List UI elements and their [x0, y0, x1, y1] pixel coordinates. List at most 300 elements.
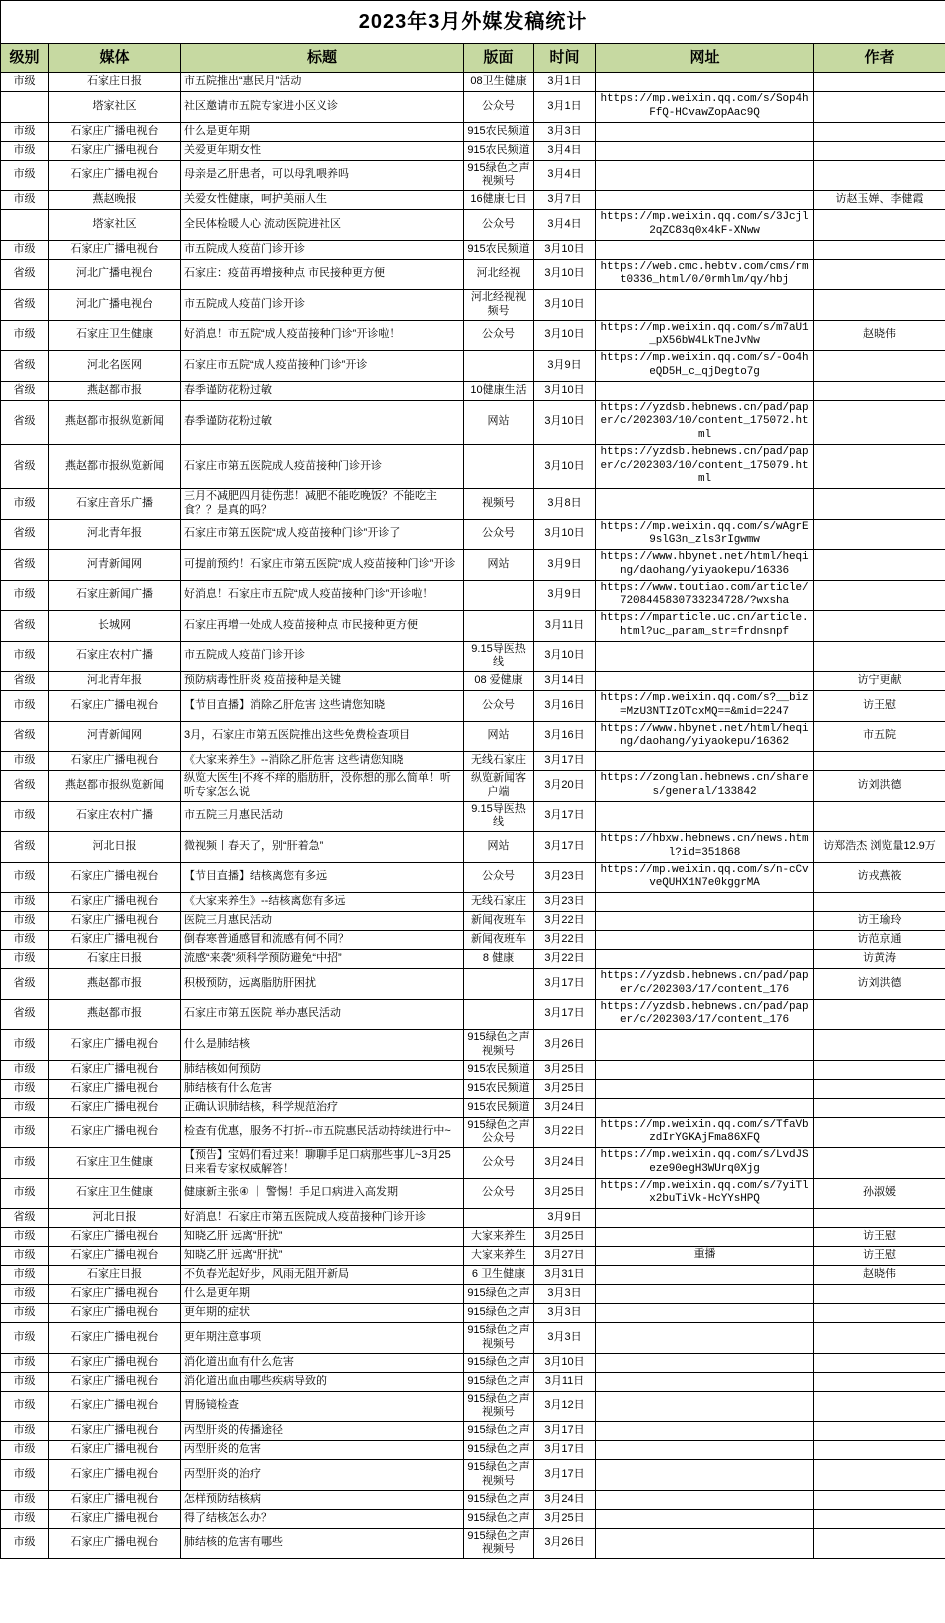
- cell-url[interactable]: https://yzdsb.hebnews.cn/pad/paper/c/202303/10/content_175079.html: [596, 444, 814, 488]
- cell-author[interactable]: [814, 351, 945, 382]
- cell-page[interactable]: 915农民频道: [464, 240, 534, 259]
- cell-media[interactable]: 燕赵都市报纵览新闻: [49, 771, 181, 802]
- cell-level[interactable]: 市级: [1, 141, 49, 160]
- cell-page[interactable]: 08卫生健康: [464, 73, 534, 92]
- cell-author[interactable]: [814, 1285, 945, 1304]
- cell-url[interactable]: [596, 73, 814, 92]
- cell-media[interactable]: 石家庄农村广播: [49, 641, 181, 672]
- cell-url[interactable]: [596, 641, 814, 672]
- cell-url[interactable]: [596, 1285, 814, 1304]
- cell-author[interactable]: [814, 160, 945, 191]
- table-row[interactable]: [1, 1441, 945, 1460]
- cell-media[interactable]: 燕赵都市报: [49, 969, 181, 1000]
- table-row[interactable]: [1, 92, 945, 123]
- cell-url[interactable]: [596, 1490, 814, 1509]
- table-row[interactable]: [1, 801, 945, 832]
- cell-page[interactable]: 河北经视: [464, 259, 534, 290]
- cell-level[interactable]: 省级: [1, 550, 49, 581]
- table-row[interactable]: [1, 950, 945, 969]
- cell-author[interactable]: 访戎燕筱: [814, 862, 945, 893]
- column-header-level[interactable]: 级别: [1, 44, 49, 73]
- cell-title[interactable]: 好消息！石家庄市第五医院成人疫苗接种门诊开诊: [181, 1209, 464, 1228]
- table-row[interactable]: [1, 400, 945, 444]
- cell-url[interactable]: [596, 893, 814, 912]
- cell-level[interactable]: 市级: [1, 1178, 49, 1209]
- cell-date[interactable]: 3月25日: [534, 1228, 596, 1247]
- cell-page[interactable]: [464, 999, 534, 1030]
- cell-title[interactable]: 三月不减肥四月徒伤悲！减肥不能吃晚饭？不能吃主食？？是真的吗？: [181, 489, 464, 520]
- cell-date[interactable]: 3月31日: [534, 1266, 596, 1285]
- table-row[interactable]: [1, 1098, 945, 1117]
- cell-level[interactable]: 市级: [1, 950, 49, 969]
- cell-title[interactable]: 春季谨防花粉过敏: [181, 381, 464, 400]
- cell-author[interactable]: [814, 580, 945, 611]
- cell-title[interactable]: 怎样预防结核病: [181, 1490, 464, 1509]
- table-row[interactable]: [1, 191, 945, 210]
- cell-media[interactable]: 河青新闻网: [49, 550, 181, 581]
- cell-date[interactable]: 3月10日: [534, 320, 596, 351]
- cell-page[interactable]: 无线石家庄: [464, 752, 534, 771]
- table-row[interactable]: [1, 580, 945, 611]
- cell-url[interactable]: [596, 1209, 814, 1228]
- cell-url[interactable]: https://mp.weixin.qq.com/s/Sop4hFfQ-HCvawZopAac9Q: [596, 92, 814, 123]
- cell-author[interactable]: 访赵玉婵、李健霞: [814, 191, 945, 210]
- cell-url[interactable]: [596, 191, 814, 210]
- table-row[interactable]: [1, 290, 945, 321]
- cell-url[interactable]: [596, 1060, 814, 1079]
- table-row[interactable]: [1, 1391, 945, 1422]
- table-row[interactable]: [1, 320, 945, 351]
- cell-level[interactable]: 市级: [1, 931, 49, 950]
- cell-title[interactable]: 好消息！石家庄市五院“成人疫苗接种门诊”开诊啦！: [181, 580, 464, 611]
- cell-url[interactable]: [596, 801, 814, 832]
- cell-level[interactable]: 市级: [1, 1528, 49, 1559]
- cell-title[interactable]: 消化道出血有什么危害: [181, 1353, 464, 1372]
- cell-page[interactable]: 915绿色之声: [464, 1285, 534, 1304]
- cell-level[interactable]: 市级: [1, 1460, 49, 1491]
- cell-level[interactable]: 市级: [1, 1372, 49, 1391]
- cell-level[interactable]: 省级: [1, 400, 49, 444]
- cell-author[interactable]: [814, 801, 945, 832]
- cell-media[interactable]: 河北青年报: [49, 672, 181, 691]
- cell-url[interactable]: https://mp.weixin.qq.com/s/m7aU1_pX56bW4LkTneJvNw: [596, 320, 814, 351]
- table-row[interactable]: [1, 1117, 945, 1148]
- table-row[interactable]: [1, 240, 945, 259]
- cell-title[interactable]: 春季谨防花粉过敏: [181, 400, 464, 444]
- cell-url[interactable]: [596, 1528, 814, 1559]
- table-row[interactable]: [1, 862, 945, 893]
- table-row[interactable]: [1, 1304, 945, 1323]
- cell-author[interactable]: 访郑浩杰 浏览量12.9万: [814, 832, 945, 863]
- table-row[interactable]: [1, 721, 945, 752]
- cell-url[interactable]: [596, 912, 814, 931]
- cell-url[interactable]: https://mparticle.uc.cn/article.html?uc_param_str=frdnsnpf: [596, 611, 814, 642]
- cell-level[interactable]: 市级: [1, 320, 49, 351]
- cell-url[interactable]: [596, 1079, 814, 1098]
- cell-page[interactable]: 915绿色之声: [464, 1372, 534, 1391]
- cell-date[interactable]: 3月10日: [534, 444, 596, 488]
- cell-url[interactable]: [596, 160, 814, 191]
- cell-author[interactable]: [814, 240, 945, 259]
- cell-author[interactable]: 访刘洪德: [814, 771, 945, 802]
- cell-level[interactable]: 市级: [1, 160, 49, 191]
- cell-url[interactable]: https://www.hbynet.net/html/heqing/daohang/yiyaokepu/16362: [596, 721, 814, 752]
- cell-media[interactable]: 石家庄农村广播: [49, 801, 181, 832]
- cell-page[interactable]: 网站: [464, 400, 534, 444]
- cell-author[interactable]: [814, 1060, 945, 1079]
- cell-date[interactable]: 3月10日: [534, 259, 596, 290]
- cell-url[interactable]: [596, 1391, 814, 1422]
- cell-title[interactable]: 什么是更年期: [181, 122, 464, 141]
- cell-date[interactable]: 3月17日: [534, 832, 596, 863]
- cell-author[interactable]: [814, 444, 945, 488]
- cell-date[interactable]: 3月4日: [534, 160, 596, 191]
- cell-level[interactable]: 市级: [1, 1285, 49, 1304]
- cell-date[interactable]: 3月17日: [534, 999, 596, 1030]
- cell-level[interactable]: 市级: [1, 191, 49, 210]
- table-row[interactable]: [1, 672, 945, 691]
- cell-url[interactable]: https://mp.weixin.qq.com/s/7yiTlx2buTiVk-HcYYsHPQ: [596, 1178, 814, 1209]
- cell-url[interactable]: [596, 1266, 814, 1285]
- cell-title[interactable]: 检查有优惠，服务不打折--市五院惠民活动持续进行中~: [181, 1117, 464, 1148]
- cell-url[interactable]: https://yzdsb.hebnews.cn/pad/paper/c/202303/17/content_176: [596, 999, 814, 1030]
- cell-title[interactable]: 医院三月惠民活动: [181, 912, 464, 931]
- cell-media[interactable]: 石家庄广播电视台: [49, 1460, 181, 1491]
- cell-date[interactable]: 3月3日: [534, 1285, 596, 1304]
- cell-level[interactable]: 市级: [1, 1266, 49, 1285]
- cell-date[interactable]: 3月17日: [534, 1441, 596, 1460]
- cell-level[interactable]: 省级: [1, 969, 49, 1000]
- cell-url[interactable]: [596, 1353, 814, 1372]
- cell-page[interactable]: 网站: [464, 721, 534, 752]
- cell-date[interactable]: 3月16日: [534, 691, 596, 722]
- table-row[interactable]: [1, 122, 945, 141]
- cell-media[interactable]: 石家庄广播电视台: [49, 1098, 181, 1117]
- cell-level[interactable]: 市级: [1, 1490, 49, 1509]
- cell-date[interactable]: 3月25日: [534, 1079, 596, 1098]
- cell-title[interactable]: 石家庄市第五医院 举办惠民活动: [181, 999, 464, 1030]
- cell-title[interactable]: 消化道出血由哪些疾病导致的: [181, 1372, 464, 1391]
- cell-title[interactable]: 知晓乙肝 远离“肝扰”: [181, 1247, 464, 1266]
- cell-url[interactable]: [596, 141, 814, 160]
- cell-page[interactable]: 新闻夜班车: [464, 912, 534, 931]
- cell-title[interactable]: 更年期注意事项: [181, 1323, 464, 1354]
- cell-author[interactable]: [814, 611, 945, 642]
- cell-author[interactable]: [814, 550, 945, 581]
- cell-media[interactable]: 石家庄广播电视台: [49, 122, 181, 141]
- column-header-title[interactable]: 标题: [181, 44, 464, 73]
- cell-url[interactable]: https://zonglan.hebnews.cn/shares/general/133842: [596, 771, 814, 802]
- cell-page[interactable]: 915绿色之声视频号: [464, 1391, 534, 1422]
- cell-media[interactable]: 石家庄广播电视台: [49, 1304, 181, 1323]
- cell-author[interactable]: [814, 893, 945, 912]
- cell-date[interactable]: 3月22日: [534, 931, 596, 950]
- cell-url[interactable]: [596, 1030, 814, 1061]
- table-row[interactable]: [1, 1148, 945, 1179]
- cell-media[interactable]: 石家庄广播电视台: [49, 1323, 181, 1354]
- cell-date[interactable]: 3月25日: [534, 1509, 596, 1528]
- cell-date[interactable]: 3月16日: [534, 721, 596, 752]
- cell-title[interactable]: 【预告】宝妈们看过来！聊聊手足口病那些事儿~3月25日来看专家权威解答！: [181, 1148, 464, 1179]
- cell-date[interactable]: 3月11日: [534, 1372, 596, 1391]
- cell-date[interactable]: 3月1日: [534, 92, 596, 123]
- cell-media[interactable]: 石家庄广播电视台: [49, 752, 181, 771]
- cell-url[interactable]: 重播: [596, 1247, 814, 1266]
- table-row[interactable]: [1, 641, 945, 672]
- cell-page[interactable]: [464, 1209, 534, 1228]
- cell-level[interactable]: 市级: [1, 1098, 49, 1117]
- cell-title[interactable]: 正确认识肺结核，科学规范治疗: [181, 1098, 464, 1117]
- table-row[interactable]: [1, 1247, 945, 1266]
- cell-title[interactable]: 市五院成人疫苗门诊开诊: [181, 641, 464, 672]
- cell-url[interactable]: [596, 1422, 814, 1441]
- cell-title[interactable]: 倒春寒普通感冒和流感有何不同？: [181, 931, 464, 950]
- table-row[interactable]: [1, 1528, 945, 1559]
- cell-page[interactable]: 16健康七日: [464, 191, 534, 210]
- cell-date[interactable]: 3月3日: [534, 1304, 596, 1323]
- cell-date[interactable]: 3月23日: [534, 893, 596, 912]
- table-row[interactable]: [1, 752, 945, 771]
- cell-date[interactable]: 3月1日: [534, 73, 596, 92]
- cell-date[interactable]: 3月22日: [534, 912, 596, 931]
- cell-date[interactable]: 3月24日: [534, 1148, 596, 1179]
- cell-page[interactable]: 公众号: [464, 1148, 534, 1179]
- cell-media[interactable]: 石家庄广播电视台: [49, 1391, 181, 1422]
- cell-media[interactable]: 石家庄广播电视台: [49, 1079, 181, 1098]
- cell-page[interactable]: 公众号: [464, 210, 534, 241]
- cell-level[interactable]: 市级: [1, 752, 49, 771]
- cell-media[interactable]: 石家庄广播电视台: [49, 1285, 181, 1304]
- table-row[interactable]: [1, 1353, 945, 1372]
- cell-url[interactable]: [596, 1441, 814, 1460]
- cell-page[interactable]: 915农民频道: [464, 141, 534, 160]
- cell-author[interactable]: 访王慰: [814, 691, 945, 722]
- table-row[interactable]: [1, 160, 945, 191]
- cell-level[interactable]: 省级: [1, 290, 49, 321]
- cell-url[interactable]: [596, 950, 814, 969]
- cell-title[interactable]: 肺结核如何预防: [181, 1060, 464, 1079]
- cell-date[interactable]: 3月23日: [534, 862, 596, 893]
- cell-title[interactable]: 肺结核的危害有哪些: [181, 1528, 464, 1559]
- table-row[interactable]: [1, 1285, 945, 1304]
- cell-author[interactable]: [814, 1148, 945, 1179]
- cell-level[interactable]: 市级: [1, 1509, 49, 1528]
- cell-author[interactable]: [814, 489, 945, 520]
- cell-author[interactable]: 赵晓伟: [814, 1266, 945, 1285]
- cell-title[interactable]: 全民体检暖人心 流动医院进社区: [181, 210, 464, 241]
- cell-level[interactable]: 省级: [1, 999, 49, 1030]
- cell-date[interactable]: 3月10日: [534, 381, 596, 400]
- cell-page[interactable]: 网站: [464, 832, 534, 863]
- cell-level[interactable]: 市级: [1, 1247, 49, 1266]
- cell-level[interactable]: 市级: [1, 1079, 49, 1098]
- cell-date[interactable]: 3月24日: [534, 1098, 596, 1117]
- table-row[interactable]: [1, 969, 945, 1000]
- cell-level[interactable]: 市级: [1, 73, 49, 92]
- cell-level[interactable]: 省级: [1, 519, 49, 550]
- cell-title[interactable]: 丙型肝炎的传播途径: [181, 1422, 464, 1441]
- table-row[interactable]: [1, 381, 945, 400]
- cell-media[interactable]: 河北名医网: [49, 351, 181, 382]
- cell-title[interactable]: 胃肠镜检查: [181, 1391, 464, 1422]
- cell-author[interactable]: [814, 122, 945, 141]
- cell-author[interactable]: 访王慰: [814, 1247, 945, 1266]
- cell-page[interactable]: 公众号: [464, 320, 534, 351]
- cell-date[interactable]: 3月4日: [534, 141, 596, 160]
- cell-media[interactable]: 石家庄广播电视台: [49, 1372, 181, 1391]
- cell-level[interactable]: 省级: [1, 832, 49, 863]
- cell-url[interactable]: [596, 1304, 814, 1323]
- cell-page[interactable]: 915绿色之声公众号: [464, 1117, 534, 1148]
- cell-date[interactable]: 3月10日: [534, 641, 596, 672]
- cell-page[interactable]: 公众号: [464, 691, 534, 722]
- cell-url[interactable]: [596, 122, 814, 141]
- cell-date[interactable]: 3月9日: [534, 1209, 596, 1228]
- cell-url[interactable]: https://www.hbynet.net/html/heqing/daohang/yiyaokepu/16336: [596, 550, 814, 581]
- table-row[interactable]: [1, 1460, 945, 1491]
- cell-level[interactable]: 市级: [1, 1323, 49, 1354]
- cell-author[interactable]: 市五院: [814, 721, 945, 752]
- cell-page[interactable]: 8 健康: [464, 950, 534, 969]
- cell-author[interactable]: [814, 210, 945, 241]
- table-row[interactable]: [1, 444, 945, 488]
- cell-media[interactable]: 塔家社区: [49, 92, 181, 123]
- cell-title[interactable]: 积极预防，远离脂肪肝困扰: [181, 969, 464, 1000]
- cell-author[interactable]: [814, 1422, 945, 1441]
- cell-media[interactable]: 石家庄卫生健康: [49, 1148, 181, 1179]
- cell-author[interactable]: 赵晓伟: [814, 320, 945, 351]
- cell-level[interactable]: 市级: [1, 1441, 49, 1460]
- cell-media[interactable]: 石家庄日报: [49, 1266, 181, 1285]
- cell-media[interactable]: 石家庄广播电视台: [49, 1490, 181, 1509]
- cell-url[interactable]: https://web.cmc.hebtv.com/cms/rmt0336_html/0/0rmhlm/qy/hbj: [596, 259, 814, 290]
- cell-level[interactable]: 市级: [1, 1148, 49, 1179]
- cell-level[interactable]: 市级: [1, 580, 49, 611]
- cell-date[interactable]: 3月10日: [534, 240, 596, 259]
- cell-author[interactable]: [814, 1460, 945, 1491]
- cell-media[interactable]: 河北日报: [49, 1209, 181, 1228]
- cell-media[interactable]: 石家庄广播电视台: [49, 912, 181, 931]
- table-row[interactable]: [1, 1228, 945, 1247]
- cell-date[interactable]: 3月9日: [534, 550, 596, 581]
- cell-date[interactable]: 3月20日: [534, 771, 596, 802]
- cell-date[interactable]: 3月9日: [534, 580, 596, 611]
- cell-page[interactable]: 公众号: [464, 1178, 534, 1209]
- cell-url[interactable]: [596, 489, 814, 520]
- cell-date[interactable]: 3月24日: [534, 1490, 596, 1509]
- cell-page[interactable]: 915农民频道: [464, 1098, 534, 1117]
- cell-page[interactable]: 河北经视视频号: [464, 290, 534, 321]
- cell-media[interactable]: 河北广播电视台: [49, 259, 181, 290]
- cell-author[interactable]: 访王慰: [814, 1228, 945, 1247]
- cell-author[interactable]: [814, 1030, 945, 1061]
- cell-page[interactable]: 915绿色之声: [464, 1490, 534, 1509]
- cell-title[interactable]: 【节目直播】结核离您有多远: [181, 862, 464, 893]
- cell-level[interactable]: 市级: [1, 862, 49, 893]
- cell-url[interactable]: [596, 752, 814, 771]
- cell-title[interactable]: 石家庄市五院“成人疫苗接种门诊”开诊: [181, 351, 464, 382]
- cell-url[interactable]: https://mp.weixin.qq.com/s/LvdJSeze90egH3WUrq0Xjg: [596, 1148, 814, 1179]
- cell-url[interactable]: https://mp.weixin.qq.com/s/-Oo4heQD5H_c_qjDegto7g: [596, 351, 814, 382]
- cell-author[interactable]: [814, 141, 945, 160]
- cell-author[interactable]: [814, 92, 945, 123]
- cell-url[interactable]: [596, 672, 814, 691]
- cell-title[interactable]: 关爱更年期女性: [181, 141, 464, 160]
- table-row[interactable]: [1, 73, 945, 92]
- cell-date[interactable]: 3月8日: [534, 489, 596, 520]
- cell-date[interactable]: 3月11日: [534, 611, 596, 642]
- cell-author[interactable]: [814, 1079, 945, 1098]
- cell-media[interactable]: 石家庄广播电视台: [49, 1228, 181, 1247]
- cell-level[interactable]: 市级: [1, 1030, 49, 1061]
- cell-media[interactable]: 石家庄广播电视台: [49, 160, 181, 191]
- cell-title[interactable]: 石家庄再增一处成人疫苗接种点 市民接种更方便: [181, 611, 464, 642]
- cell-media[interactable]: 燕赵都市报: [49, 381, 181, 400]
- table-row[interactable]: [1, 999, 945, 1030]
- cell-page[interactable]: [464, 351, 534, 382]
- cell-title[interactable]: 石家庄市第五医院成人疫苗接种门诊开诊: [181, 444, 464, 488]
- cell-date[interactable]: 3月17日: [534, 1422, 596, 1441]
- cell-title[interactable]: 不负春光起好步，风雨无阻开新局: [181, 1266, 464, 1285]
- cell-author[interactable]: [814, 1353, 945, 1372]
- cell-date[interactable]: 3月10日: [534, 1353, 596, 1372]
- cell-level[interactable]: 市级: [1, 489, 49, 520]
- cell-level[interactable]: 市级: [1, 1117, 49, 1148]
- cell-level[interactable]: 市级: [1, 1391, 49, 1422]
- cell-level[interactable]: 省级: [1, 771, 49, 802]
- cell-media[interactable]: 石家庄卫生健康: [49, 1178, 181, 1209]
- cell-media[interactable]: 燕赵都市报纵览新闻: [49, 444, 181, 488]
- cell-url[interactable]: https://mp.weixin.qq.com/s?__biz=MzU3NTIzOTcxMQ==&mid=2247: [596, 691, 814, 722]
- cell-media[interactable]: 长城网: [49, 611, 181, 642]
- cell-title[interactable]: 好消息！市五院“成人疫苗接种门诊”开诊啦！: [181, 320, 464, 351]
- cell-media[interactable]: 石家庄日报: [49, 950, 181, 969]
- cell-date[interactable]: 3月17日: [534, 1460, 596, 1491]
- cell-page[interactable]: 9.15导医热线: [464, 801, 534, 832]
- cell-date[interactable]: 3月9日: [534, 351, 596, 382]
- cell-date[interactable]: 3月22日: [534, 1117, 596, 1148]
- cell-title[interactable]: 什么是更年期: [181, 1285, 464, 1304]
- cell-media[interactable]: 石家庄音乐广播: [49, 489, 181, 520]
- cell-author[interactable]: [814, 1528, 945, 1559]
- cell-title[interactable]: 《大家来养生》--结核离您有多远: [181, 893, 464, 912]
- cell-page[interactable]: [464, 580, 534, 611]
- table-row[interactable]: [1, 912, 945, 931]
- cell-media[interactable]: 石家庄日报: [49, 73, 181, 92]
- cell-level[interactable]: 市级: [1, 1304, 49, 1323]
- cell-date[interactable]: 3月17日: [534, 801, 596, 832]
- cell-url[interactable]: [596, 1098, 814, 1117]
- cell-level[interactable]: 市级: [1, 1060, 49, 1079]
- cell-level[interactable]: [1, 210, 49, 241]
- cell-page[interactable]: 公众号: [464, 519, 534, 550]
- cell-author[interactable]: [814, 1441, 945, 1460]
- cell-date[interactable]: 3月4日: [534, 210, 596, 241]
- cell-date[interactable]: 3月26日: [534, 1030, 596, 1061]
- cell-title[interactable]: 市五院成人疫苗门诊开诊: [181, 290, 464, 321]
- cell-title[interactable]: 母亲是乙肝患者，可以母乳喂养吗: [181, 160, 464, 191]
- cell-level[interactable]: 市级: [1, 1353, 49, 1372]
- cell-date[interactable]: 3月3日: [534, 122, 596, 141]
- cell-date[interactable]: 3月17日: [534, 969, 596, 1000]
- cell-date[interactable]: 3月22日: [534, 950, 596, 969]
- table-row[interactable]: [1, 611, 945, 642]
- cell-media[interactable]: 石家庄广播电视台: [49, 1117, 181, 1148]
- cell-url[interactable]: [596, 1372, 814, 1391]
- cell-author[interactable]: [814, 1490, 945, 1509]
- cell-level[interactable]: 市级: [1, 1422, 49, 1441]
- cell-title[interactable]: 市五院推出“惠民月”活动: [181, 73, 464, 92]
